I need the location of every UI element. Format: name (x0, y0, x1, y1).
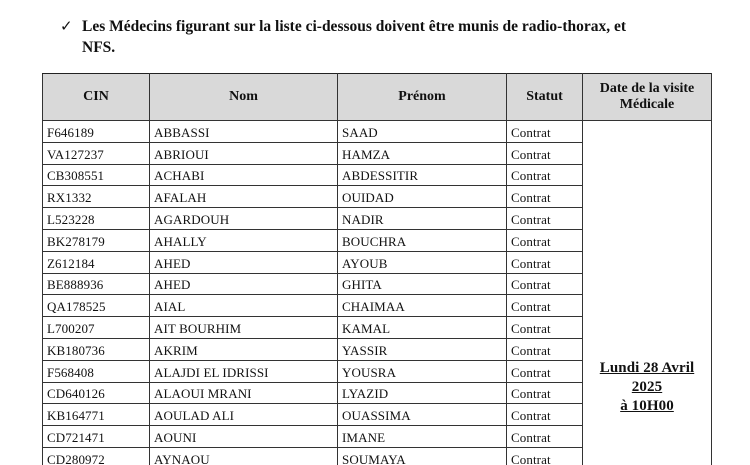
cell-cin: CD721471 (43, 426, 150, 448)
column-header-cin: CIN (43, 74, 150, 121)
cell-nom: AIT BOURHIM (150, 317, 338, 339)
visit-date-cell (583, 121, 712, 465)
cell-cin: QA178525 (43, 295, 150, 317)
cell-cin: F568408 (43, 360, 150, 382)
cell-nom: AKRIM (150, 338, 338, 360)
notice-line-1: Les Médecins figurant sur la liste ci-dessous doivent être munis de radio-thorax, et (82, 18, 627, 35)
cell-statut: Contrat (507, 426, 583, 448)
cell-statut: Contrat (507, 447, 583, 465)
checkmark-icon: ✓ (60, 17, 73, 35)
column-header-nom: Nom (150, 74, 338, 121)
table-header-row (43, 74, 712, 121)
cell-prenom: BOUCHRA (338, 229, 507, 251)
cell-nom: AFALAH (150, 186, 338, 208)
table-row (43, 121, 712, 143)
notice-line-2: NFS. (82, 39, 116, 56)
cell-cin: F646189 (43, 121, 150, 143)
cell-nom: AOULAD ALI (150, 404, 338, 426)
cell-statut: Contrat (507, 404, 583, 426)
cell-nom: AIAL (150, 295, 338, 317)
cell-prenom: GHITA (338, 273, 507, 295)
column-header-statut: Statut (507, 74, 583, 121)
cell-cin: BE888936 (43, 273, 150, 295)
cell-cin: KB180736 (43, 338, 150, 360)
cell-prenom: OUIDAD (338, 186, 507, 208)
cell-nom: ABRIOUI (150, 142, 338, 164)
cell-statut: Contrat (507, 121, 583, 143)
cell-statut: Contrat (507, 338, 583, 360)
visit-date (583, 359, 711, 416)
column-header-prenom: Prénom (338, 74, 507, 121)
visit-date-day: Lundi 28 Avril (599, 360, 695, 376)
cell-prenom: OUASSIMA (338, 404, 507, 426)
cell-statut: Contrat (507, 164, 583, 186)
cell-cin: CB308551 (43, 164, 150, 186)
cell-statut: Contrat (507, 251, 583, 273)
cell-prenom: SAAD (338, 121, 507, 143)
doctors-table (42, 73, 712, 465)
cell-statut: Contrat (507, 382, 583, 404)
cell-statut: Contrat (507, 295, 583, 317)
cell-nom: AOUNI (150, 426, 338, 448)
cell-prenom: YASSIR (338, 338, 507, 360)
cell-nom: ALAJDI EL IDRISSI (150, 360, 338, 382)
cell-statut: Contrat (507, 360, 583, 382)
cell-cin: Z612184 (43, 251, 150, 273)
cell-prenom: YOUSRA (338, 360, 507, 382)
cell-statut: Contrat (507, 142, 583, 164)
cell-cin: VA127237 (43, 142, 150, 164)
cell-prenom: KAMAL (338, 317, 507, 339)
cell-nom: AHED (150, 273, 338, 295)
cell-statut: Contrat (507, 186, 583, 208)
cell-cin: RX1332 (43, 186, 150, 208)
cell-nom: AHED (150, 251, 338, 273)
cell-cin: L700207 (43, 317, 150, 339)
cell-nom: ABBASSI (150, 121, 338, 143)
cell-prenom: CHAIMAA (338, 295, 507, 317)
cell-prenom: ABDESSITIR (338, 164, 507, 186)
column-header-visit-date: Date de la visite Médicale (583, 74, 712, 121)
cell-nom: AYNAOU (150, 447, 338, 465)
cell-prenom: NADIR (338, 208, 507, 230)
cell-prenom: LYAZID (338, 382, 507, 404)
cell-nom: ALAOUI MRANI (150, 382, 338, 404)
cell-prenom: SOUMAYA (338, 447, 507, 465)
cell-statut: Contrat (507, 208, 583, 230)
cell-statut: Contrat (507, 229, 583, 251)
cell-statut: Contrat (507, 317, 583, 339)
cell-cin: KB164771 (43, 404, 150, 426)
cell-prenom: AYOUB (338, 251, 507, 273)
cell-nom: ACHABI (150, 164, 338, 186)
cell-cin: CD280972 (43, 447, 150, 465)
cell-statut: Contrat (507, 273, 583, 295)
cell-prenom: IMANE (338, 426, 507, 448)
cell-prenom: HAMZA (338, 142, 507, 164)
cell-cin: CD640126 (43, 382, 150, 404)
cell-nom: AGARDOUH (150, 208, 338, 230)
cell-cin: BK278179 (43, 229, 150, 251)
cell-nom: AHALLY (150, 229, 338, 251)
visit-date-year: 2025 (631, 379, 663, 395)
visit-date-time: à 10H00 (620, 398, 674, 414)
cell-cin: L523228 (43, 208, 150, 230)
